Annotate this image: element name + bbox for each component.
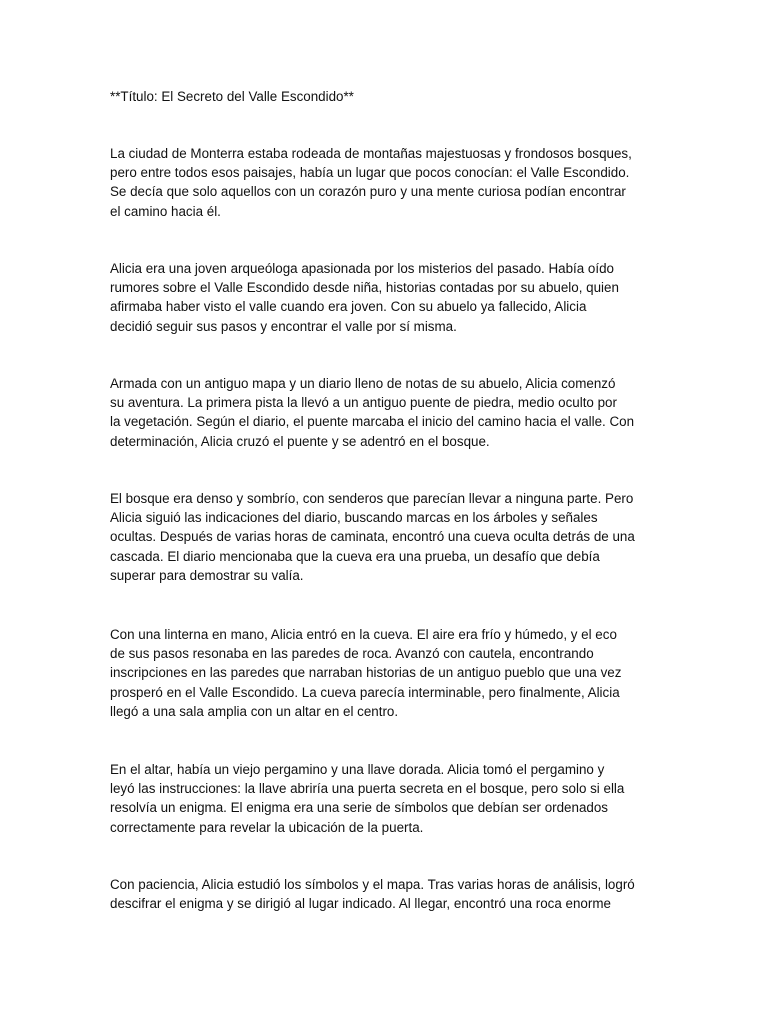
paragraph-line: Se decía que solo aquellos con un corazón puro y una mente curiosa podían encontrar [110, 184, 626, 200]
paragraph-line: llegó a una sala amplia con un altar en el centro. [110, 703, 399, 719]
paragraph-line: prosperó en el Valle Escondido. La cueva parecía interminable, pero finalmente, Alicia [110, 684, 620, 700]
paragraph-line: pero entre todos esos paisajes, había un lugar que pocos conocían: el Valle Escondido. [110, 165, 630, 181]
paragraph-line: Armada con un antiguo mapa y un diario lleno de notas de su abuelo, Alicia comenzó [110, 376, 616, 391]
paragraph-line: cascada. El diario mencionaba que la cueva era una prueba, un desafío que debía [110, 548, 600, 564]
title-line: **Título: El Secreto del Valle Escondido** [110, 89, 354, 104]
paragraph-line: leyó las instrucciones: la llave abriría una puerta secreta en el bosque, pero solo si ella [110, 781, 625, 797]
paragraph-line: la vegetación. Según el diario, el puente marcaba el inicio del camino hacia el valle. Con [110, 414, 635, 430]
paragraph-1 [110, 144, 665, 221]
paragraph-line: correctamente para revelar la ubicación de la puerta. [110, 819, 424, 835]
paragraph-line: rumores sobre el Valle Escondido desde niña, historias contadas por su abuelo, quien [110, 280, 619, 296]
paragraph-6 [110, 760, 665, 837]
paragraph-line: de sus pasos resonaba en las paredes de roca. Avanzó con cautela, encontrando [110, 646, 594, 662]
paragraph-line: afirmaba haber visto el valle cuando era joven. Con su abuelo ya fallecido, Alicia [110, 299, 587, 315]
paragraph-line: descifrar el enigma y se dirigió al lugar indicado. Al llegar, encontró una roca enorme [110, 896, 611, 912]
paragraph-line: determinación, Alicia cruzó el puente y se adentró en el bosque. [110, 433, 490, 449]
paragraph-line: Con una linterna en mano, Alicia entró en la cueva. El aire era frío y húmedo, y el eco [110, 627, 617, 642]
document-title [110, 87, 665, 106]
paragraph-line: resolvía un enigma. El enigma era una serie de símbolos que debían ser ordenados [110, 800, 608, 816]
paragraph-line: Alicia siguió las indicaciones del diario, buscando marcas en los árboles y señales [110, 510, 598, 526]
paragraph-line: ocultas. Después de varias horas de caminata, encontró una cueva oculta detrás de una [110, 529, 635, 545]
paragraph-3 [110, 374, 665, 451]
paragraph-7 [110, 875, 665, 913]
paragraph-line: El bosque era denso y sombrío, con senderos que parecían llevar a ninguna parte. Pero [110, 491, 634, 506]
paragraph-2 [110, 259, 665, 336]
paragraph-5 [110, 625, 665, 721]
paragraph-line: En el altar, había un viejo pergamino y una llave dorada. Alicia tomó el pergamino y [110, 762, 605, 777]
paragraph-line: decidió seguir sus pasos y encontrar el valle por sí misma. [110, 318, 457, 334]
paragraph-line: el camino hacia él. [110, 203, 221, 219]
paragraph-line: La ciudad de Monterra estaba rodeada de montañas majestuosas y frondosos bosques, [110, 146, 632, 161]
paragraph-4 [110, 489, 665, 585]
paragraph-line: su aventura. La primera pista la llevó a un antiguo puente de piedra, medio oculto por [110, 395, 617, 411]
paragraph-line: superar para demostrar su valía. [110, 567, 304, 583]
paragraph-line: inscripciones en las paredes que narraban historias de un antiguo pueblo que una vez [110, 665, 622, 681]
paragraph-line: Alicia era una joven arqueóloga apasionada por los misterios del pasado. Había oído [110, 261, 614, 276]
paragraph-line: Con paciencia, Alicia estudió los símbolos y el mapa. Tras varias horas de análisis, logró [110, 877, 635, 892]
